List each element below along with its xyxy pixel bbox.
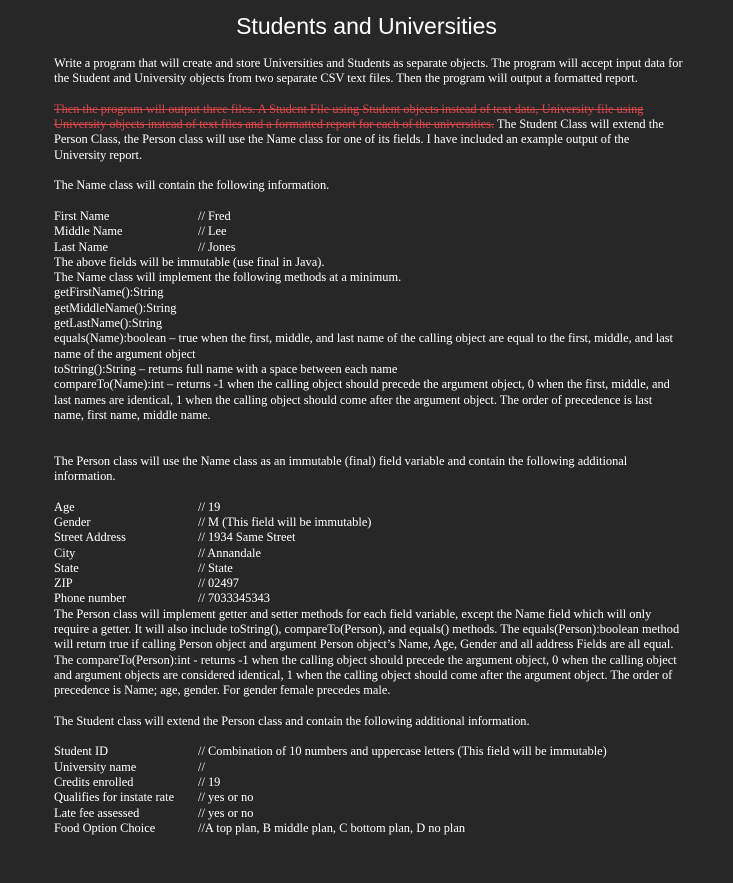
field-row	[54, 806, 684, 821]
intro-paragraph: Write a program that will create and store Universities and Students as separate objects. The program will accept input data for the Student and University objects from two separate CSV text files. Then the program will output a formatted report.	[54, 56, 683, 86]
method-line: getFirstName():String	[54, 285, 164, 300]
field-name: Student ID	[54, 744, 109, 759]
field-name: Age	[54, 499, 75, 514]
field-name: Phone number	[54, 591, 126, 606]
field-comment: //A top plan, B middle plan, C bottom plan, D no plan	[198, 820, 466, 835]
field-row	[54, 576, 684, 591]
method-line: equals(Name):boolean – true when the first, middle, and last name of the calling object are equal to the first, middle, and last name of the argument object	[54, 331, 673, 361]
field-row	[54, 591, 684, 606]
field-name: Qualifies for instate rate	[54, 790, 175, 805]
method-line: getLastName():String	[54, 316, 163, 331]
student-class-intro: The Student class will extend the Person class and contain the following additional information.	[54, 713, 530, 728]
field-row	[54, 224, 684, 239]
struck-text: Then the program will output three files. A Student File using Student objects instead of text data, University file using University objects instead of text files and a formatted report for each of the universities.	[54, 101, 644, 132]
field-name: Last Name	[54, 239, 109, 254]
field-name: Gender	[54, 514, 91, 529]
field-name: ZIP	[54, 576, 73, 591]
field-name: Credits enrolled	[54, 774, 134, 789]
text-line: The above fields will be immutable (use final in Java).	[54, 254, 325, 269]
name-class-intro: The Name class will contain the following information.	[54, 178, 330, 193]
field-name: Late fee assessed	[54, 805, 140, 820]
method-line: getMiddleName():String	[54, 300, 177, 315]
field-row	[54, 744, 684, 759]
field-row	[54, 821, 684, 836]
field-comment: // Jones	[198, 239, 236, 254]
field-comment: // 19	[198, 499, 221, 514]
field-comment: // yes or no	[198, 805, 254, 820]
field-row	[54, 530, 684, 545]
field-name: State	[54, 560, 79, 575]
report-paragraph	[54, 102, 684, 163]
person-class-intro: The Person class will use the Name class as an immutable (final) field variable and contain the following additional information.	[54, 453, 628, 484]
field-row	[54, 546, 684, 561]
field-row	[54, 515, 684, 530]
field-row	[54, 209, 684, 224]
page-title: Students and Universities	[236, 13, 497, 39]
field-row	[54, 561, 684, 576]
field-comment: // 19	[198, 774, 221, 789]
field-comment: // 02497	[198, 576, 239, 591]
field-name: Middle Name	[54, 224, 123, 239]
field-comment: // Fred	[198, 208, 231, 223]
report-paragraph-text: The Student Class will extend the Person Class, the Person class will use the Name class for one of its fields. I have included an example output of the University report.	[54, 117, 664, 162]
method-line: toString():String – returns full name with a space between each name	[54, 361, 398, 376]
field-comment: // M (This field will be immutable)	[198, 514, 372, 529]
field-name: University name	[54, 759, 137, 774]
field-row	[54, 775, 684, 790]
text-line: The Name class will implement the following methods at a minimum.	[54, 270, 402, 285]
field-comment: // 7033345343	[198, 591, 270, 606]
field-comment: // Combination of 10 numbers and uppercase letters (This field will be immutable)	[198, 744, 607, 759]
field-comment: //	[198, 759, 205, 774]
field-comment: // Annandale	[198, 545, 261, 560]
person-methods-paragraph: The Person class will implement getter and setter methods for each field variable, except the Name field which will only require a getter. It will also include toString(), compareTo(Person), and equals() methods. The equals(Person):boolean method will return true if calling Person object and argument Person object’s Name, Age, Gender and all address Fields are all equal. The compareTo(Person):int - returns -1 when the calling object should precede the argument object, 0 when the calling object and argument objects are considered identical, 1 when the calling object should come after the argument object. The order of precedence is Name; age, gender. For gender female precedes male.	[54, 606, 680, 698]
field-comment: // State	[198, 560, 233, 575]
field-name: Food Option Choice	[54, 820, 156, 835]
method-line: compareTo(Name):int – returns -1 when the calling object should precede the argument object, 0 when the first, middle, and last names are identical, 1 when the calling object should come after the argument object. The order of precedence is last name, first name, middle name.	[54, 377, 670, 422]
field-name: Street Address	[54, 530, 126, 545]
field-name: First Name	[54, 208, 110, 223]
field-row	[54, 760, 684, 775]
field-comment: // 1934 Same Street	[198, 530, 296, 545]
field-row	[54, 790, 684, 805]
field-name: City	[54, 545, 76, 560]
field-comment: // Lee	[198, 224, 227, 239]
field-comment: // yes or no	[198, 790, 254, 805]
field-row	[54, 500, 684, 515]
document-body	[54, 56, 684, 836]
field-row	[54, 240, 684, 255]
